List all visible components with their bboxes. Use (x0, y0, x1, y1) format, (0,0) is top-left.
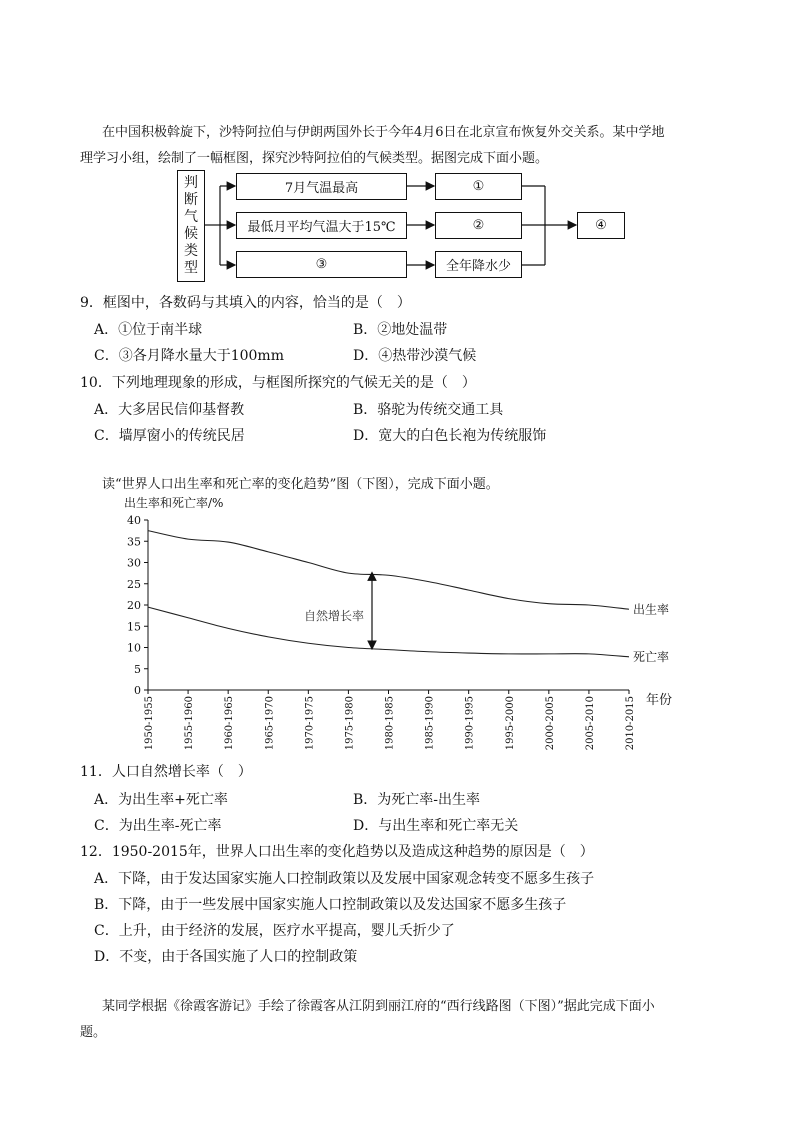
q10-option-d[interactable]: D．宽大的白色长袍为传统服饰 (353, 428, 547, 444)
intro2-text: 读“世界人口出生率和死亡率的变化趋势”图（下图），完成下面小题。 (102, 477, 499, 492)
x-tick-label: 1965-1970 (264, 696, 276, 751)
q11-option-d[interactable]: D．与出生率和死亡率无关 (353, 818, 519, 834)
x-tick-label: 2000-2005 (544, 696, 556, 751)
q10-stem: 10．下列地理现象的形成，与框图所探究的气候无关的是（ ） (80, 375, 476, 391)
x-tick-label: 1960-1965 (224, 696, 236, 751)
q11-option-a[interactable]: A．为出生率+死亡率 (94, 792, 228, 808)
side-label-char: 候 (184, 226, 198, 242)
q11-option-b[interactable]: B．为死亡率-出生率 (353, 792, 481, 808)
x-tick-label: 2010-2015 (625, 696, 636, 751)
box-little-rain: 全年降水少 (435, 251, 522, 278)
death-rate-label: 死亡率 (633, 649, 670, 664)
q12-option-b[interactable]: B．下降，由于一些发展中国家实施人口控制政策以及发达国家不愿多生孩子 (94, 897, 567, 913)
x-tick-label: 1955-1960 (184, 696, 196, 751)
x-tick-label: 1990-1995 (464, 696, 476, 751)
y-tick-label: 40 (127, 514, 141, 527)
y-tick-label: 5 (134, 662, 141, 676)
q11-option-c[interactable]: C．为出生率-死亡率 (94, 818, 222, 834)
side-label-char: 类 (184, 243, 198, 259)
y-tick-label: 0 (134, 684, 141, 697)
side-label-char: 断 (184, 192, 198, 208)
box-3: ③ (236, 251, 407, 278)
box-4: ④ (577, 212, 625, 239)
x-axis-label: 年份 (646, 693, 673, 708)
birth-rate-line (148, 531, 629, 610)
q10-option-c[interactable]: C．墙厚窗小的传统民居 (94, 428, 245, 444)
x-tick-label: 1970-1975 (304, 696, 316, 751)
box-july-highest: 7月气温最高 (236, 173, 407, 200)
box-2: ② (435, 212, 522, 239)
intro-line-2: 理学习小组，绘制了一幅框图，探究沙特阿拉伯的气候类型。据图完成下面小题。 (80, 151, 549, 166)
y-tick-label: 35 (127, 535, 141, 549)
y-tick-label: 15 (127, 620, 141, 634)
x-tick-label: 2005-2010 (584, 696, 596, 751)
x-tick-label: 1980-1985 (384, 696, 396, 751)
q12-option-c[interactable]: C．上升，由于经济的发展，医疗水平提高，婴儿夭折少了 (94, 923, 455, 939)
intro-line-1: 在中国积极斡旋下，沙特阿拉伯与伊朗两国外长于今年4月6日在北京宣布恢复外交关系。某中学地 (102, 125, 665, 140)
x-tick-label: 1975-1980 (344, 696, 356, 751)
y-tick-label: 20 (127, 599, 141, 612)
side-label-char: 气 (184, 209, 198, 225)
q10-option-a[interactable]: A．大多居民信仰基督教 (94, 402, 245, 418)
q10-option-b[interactable]: B．骆驼为传统交通工具 (353, 402, 504, 418)
birth-death-rate-chart (0, 490, 800, 760)
birth-rate-label: 出生率 (633, 602, 670, 617)
x-tick-label: 1985-1990 (424, 696, 436, 751)
intro3-line-1: 某同学根据《徐霞客游记》手绘了徐霞客从江阴到丽江府的“西行线路图（下图）”据此完成下面小 (102, 999, 655, 1014)
side-label-char: 判 (184, 175, 198, 191)
natural-growth-label: 自然增长率 (303, 609, 364, 623)
q12-option-d[interactable]: D．不变，由于各国实施了人口的控制政策 (94, 949, 358, 965)
x-tick-label: 1995-2000 (504, 696, 516, 751)
x-tick-label: 1950-1955 (144, 696, 155, 751)
y-tick-label: 25 (127, 577, 141, 591)
side-label-char: 型 (184, 260, 198, 276)
q9-option-a[interactable]: A．①位于南半球 (94, 322, 203, 338)
side-label-box (177, 170, 205, 282)
box-1: ① (435, 173, 522, 200)
q12-option-a[interactable]: A．下降，由于发达国家实施人口控制政策以及发展中国家观念转变不愿多生孩子 (94, 871, 595, 887)
death-rate-line (148, 607, 629, 657)
q9-option-c[interactable]: C．③各月降水量大于100mm (94, 348, 284, 364)
y-tick-label: 30 (127, 556, 141, 570)
box-min-temp: 最低月平均气温大于15℃ (236, 212, 407, 239)
q9-option-b[interactable]: B．②地处温带 (353, 322, 448, 338)
intro3-line-2: 题。 (80, 1025, 107, 1040)
q9-stem: 9．框图中，各数码与其填入的内容，恰当的是（ ） (80, 295, 411, 311)
y-axis-label: 出生率和死亡率/% (124, 496, 224, 510)
q11-stem: 11．人口自然增长率（ ） (80, 764, 252, 780)
y-tick-label: 10 (127, 641, 141, 655)
q9-option-d[interactable]: D．④热带沙漠气候 (353, 348, 477, 364)
q12-stem: 12．1950-2015年，世界人口出生率的变化趋势以及造成这种趋势的原因是（ ） (80, 844, 594, 860)
